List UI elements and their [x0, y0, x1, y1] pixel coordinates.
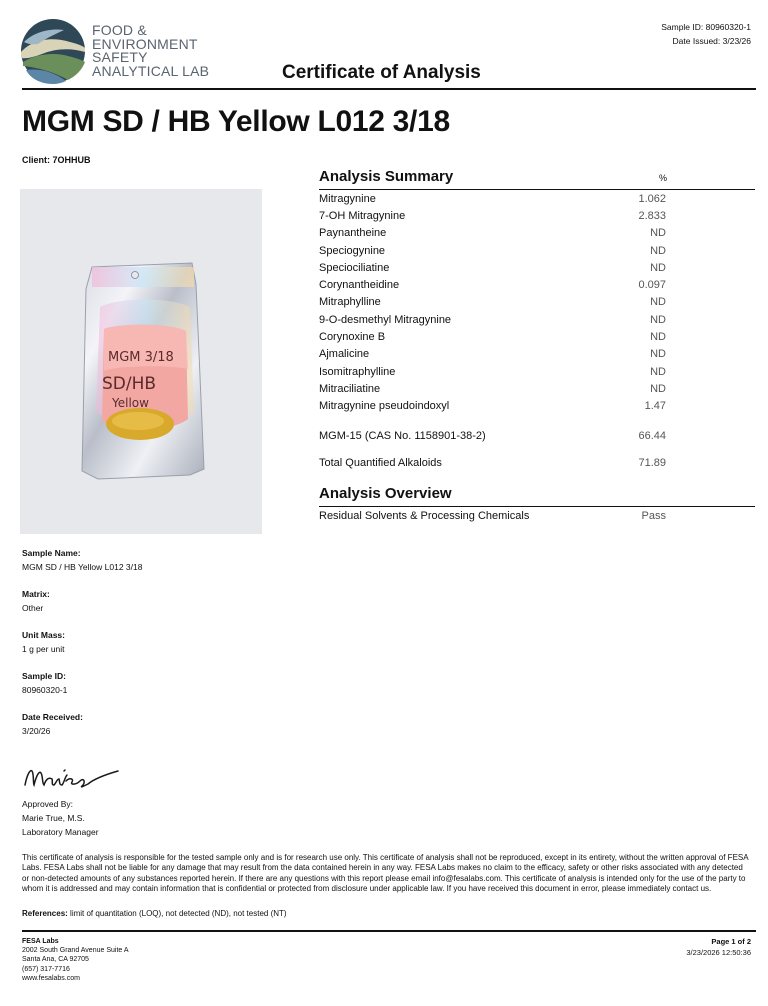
field-value: 3/20/26	[22, 726, 51, 736]
footer-website: www.fesalabs.com	[22, 974, 80, 982]
lab-name-line: SAFETY	[92, 49, 148, 65]
analyte-name: Isomitraphylline	[319, 365, 396, 378]
field-value: 1 g per unit	[22, 644, 65, 654]
bag-label-line: Yellow	[112, 396, 149, 410]
summary-row	[319, 346, 755, 363]
analyte-name: Speciogynine	[319, 244, 386, 257]
summary-row	[319, 190, 755, 207]
bag-label-line: MGM 3/18	[108, 350, 174, 365]
disclaimer-text: This certificate of analysis is responsible for the tested sample only and is for research use only. This certificate of analysis shall not be reproduced, except in its entirety, without the written approval of FESA Labs. FESA Labs shall not be liable for any damage that may result from the data contained herein in any way. FESA Labs makes no claim to the efficacy, safety or other risks associated with any detected or non-detected amounts of any substances reported herein. If there are any questions with this report please email info@fesalabs.com. This certificate of analysis is intended only for the use of the party to whom it is addressed and may contain information that is confidential or protected from disclosure under applicable law. If you have received this document in error, please immediately contact us.	[22, 853, 749, 893]
signature-image	[22, 757, 122, 795]
overview-row	[319, 507, 755, 524]
sample-details	[22, 548, 142, 753]
analyte-value: ND	[650, 348, 666, 361]
product-photo	[20, 189, 262, 534]
summary-rows	[319, 190, 755, 415]
summary-row	[319, 259, 755, 276]
analyte-name: Mitragynine pseudoindoxyl	[319, 400, 450, 413]
lab-name-line: ANALYTICAL LAB	[92, 62, 210, 79]
summary-heading	[319, 168, 755, 190]
summary-row	[319, 380, 755, 397]
analyte-value: 1.47	[644, 400, 666, 413]
header-sample-id: Sample ID: 80960320-1	[661, 22, 751, 32]
analyte-value: ND	[650, 244, 666, 257]
approved-by-label: Approved By:	[22, 799, 74, 809]
lab-name	[92, 24, 209, 78]
print-timestamp: 3/23/2026 12:50:36	[686, 947, 751, 957]
footer-address-line: Santa Ana, CA 92705	[22, 956, 89, 964]
footer-address-line: 2002 South Grand Avenue Suite A	[22, 947, 129, 955]
references-text: limit of quantitation (LOQ), not detected (ND), not tested (NT)	[67, 909, 287, 918]
field-unit-mass	[22, 630, 142, 654]
analysis-summary	[319, 168, 755, 525]
analyte-value: 0.097	[638, 279, 666, 292]
certificate-title: Certificate of Analysis	[282, 62, 481, 83]
analyte-value: ND	[650, 296, 666, 309]
references	[22, 909, 287, 918]
field-label: Date Received:	[22, 712, 83, 722]
field-label: Sample ID:	[22, 671, 66, 681]
analyte-value: 2.833	[638, 209, 666, 222]
header-date-issued: Date Issued: 3/23/26	[672, 36, 751, 46]
analyte-name: Speciociliatine	[319, 261, 390, 274]
footer-page-info	[686, 937, 751, 958]
analyte-value: ND	[650, 382, 666, 395]
summary-row	[319, 242, 755, 259]
summary-row	[319, 225, 755, 242]
client-label: Client: 7OHHUB	[22, 155, 91, 165]
analyte-value: 71.89	[638, 456, 666, 469]
header-meta	[661, 20, 751, 48]
approval-block	[22, 797, 99, 839]
analyte-name: MGM-15 (CAS No. 1158901-38-2)	[319, 429, 486, 442]
overview-test-result: Pass	[641, 510, 666, 523]
summary-row	[319, 207, 755, 224]
field-date-received	[22, 712, 142, 736]
references-label: References:	[22, 909, 68, 918]
footer-address	[22, 937, 129, 983]
analyte-name: Paynantheine	[319, 227, 387, 240]
analyte-name: Corynantheidine	[319, 279, 400, 292]
summary-row	[319, 398, 755, 415]
field-value: Other	[22, 603, 44, 613]
field-label: Sample Name:	[22, 548, 81, 558]
analyte-value: 66.44	[638, 429, 666, 442]
page-number: Page 1 of 2	[711, 937, 751, 946]
field-sample-name	[22, 548, 142, 572]
overview-test-name: Residual Solvents & Processing Chemicals	[319, 510, 530, 523]
summary-unit: %	[658, 173, 667, 183]
analyte-name: Corynoxine B	[319, 331, 386, 344]
field-label: Unit Mass:	[22, 630, 65, 640]
analyte-value: ND	[650, 313, 666, 326]
overview-heading-text: Analysis Overview	[319, 485, 452, 503]
product-title: MGM SD / HB Yellow L012 3/18	[22, 105, 450, 138]
overview-heading	[319, 485, 755, 507]
analyte-name: 9-O-desmethyl Mitragynine	[319, 313, 452, 326]
header-divider	[22, 88, 756, 90]
analyte-name: 7-OH Mitragynine	[319, 209, 406, 222]
analyte-value: ND	[650, 331, 666, 344]
analyte-name: Mitraphylline	[319, 296, 381, 309]
analyte-name: Mitraciliatine	[319, 382, 381, 395]
bag-label-line: SD/HB	[102, 374, 157, 394]
analyte-value: ND	[650, 227, 666, 240]
field-value: MGM SD / HB Yellow L012 3/18	[22, 562, 143, 572]
product-bag-image	[20, 189, 262, 534]
footer-company: FESA Labs	[22, 938, 59, 945]
summary-row	[319, 328, 755, 345]
analyte-name: Mitragynine	[319, 192, 376, 205]
summary-total-row	[319, 454, 755, 471]
summary-row	[319, 276, 755, 293]
approver-title: Laboratory Manager	[22, 827, 99, 837]
lab-logo-icon	[20, 18, 86, 84]
field-matrix	[22, 589, 142, 613]
analyte-name: Total Quantified Alkaloids	[319, 456, 442, 469]
lab-name-line: ENVIRONMENT	[92, 35, 198, 52]
field-label: Matrix:	[22, 589, 50, 599]
field-value: 80960320-1	[22, 685, 68, 695]
approver-name: Marie True, M.S.	[22, 813, 85, 823]
field-sample-id	[22, 671, 142, 695]
footer-divider	[22, 930, 756, 932]
analyte-value: ND	[650, 365, 666, 378]
summary-heading-text: Analysis Summary	[319, 168, 454, 185]
analyte-value: 1.062	[638, 192, 666, 205]
summary-row	[319, 311, 755, 328]
lab-name-line: FOOD &	[92, 22, 147, 38]
analyte-value: ND	[650, 261, 666, 274]
summary-row	[319, 363, 755, 380]
analyte-name: Ajmalicine	[319, 348, 370, 361]
summary-row	[319, 294, 755, 311]
summary-mgm15-row	[319, 427, 755, 444]
footer-phone: (657) 317-7716	[22, 965, 70, 973]
